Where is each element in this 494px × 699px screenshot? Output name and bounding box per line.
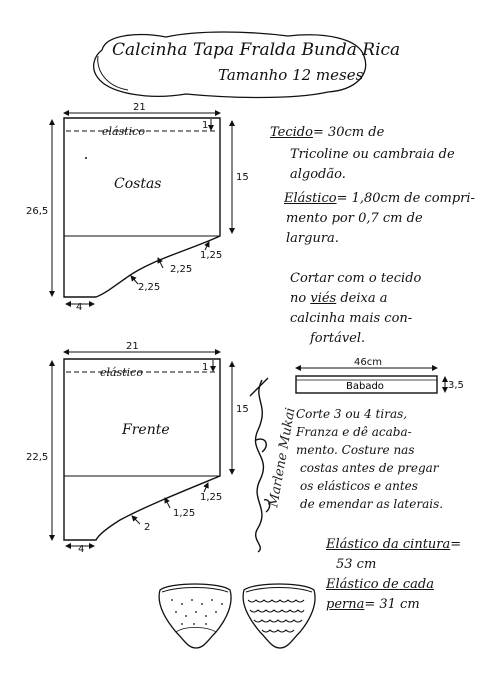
note-fabric-line-1	[270, 124, 384, 141]
ruffle-instr-1: Corte 3 ou 4 tiras,	[296, 407, 408, 421]
bias-key: viés	[310, 291, 337, 306]
back-side-label: 15	[236, 172, 249, 183]
ruffle-instr-4: costas antes de pregar	[300, 461, 439, 475]
note-fabric-line-2: Tricoline ou cambraia de	[290, 147, 455, 162]
waist-key: Elástico da cintura	[326, 537, 451, 552]
note-elastic-line-3: largura.	[286, 231, 339, 246]
leg-key-1: Elástico de cada	[326, 577, 434, 592]
fabric-text-1: = 30cm de	[312, 125, 385, 140]
back-panel	[26, 102, 249, 313]
back-elastic-label: elástico	[102, 125, 145, 138]
leg-key-2: perna	[326, 597, 365, 612]
ruffle-instr-3: mento. Costure nas	[296, 443, 415, 457]
elastic-key: Elástico	[284, 191, 337, 206]
note-waist-line-1: Elástico da cintura=	[326, 537, 462, 552]
title-line-1: Calcinha Tapa Fralda Bunda Rica	[112, 40, 401, 60]
front-width-label: 21	[126, 341, 139, 352]
ruffle-instr-6: de emendar as laterais.	[300, 497, 444, 511]
back-curve-label-3: 2,25	[138, 282, 161, 293]
ruffle-instr-5: os elásticos e antes	[300, 479, 418, 493]
front-bottom-label: 4	[78, 544, 85, 555]
front-curve-label-2: 1,25	[173, 508, 196, 519]
front-curve-label-1: 1,25	[200, 492, 223, 503]
back-curve-label-2: 2,25	[170, 264, 193, 275]
ruffle-height-label: 3,5	[448, 380, 464, 391]
front-curve-label-3: 2	[144, 522, 151, 533]
front-panel	[26, 341, 249, 555]
back-outline	[64, 118, 223, 297]
signature-scribble	[250, 378, 270, 552]
note-leg-line-1	[326, 576, 434, 593]
ruffle-length-label: 46cm	[354, 357, 382, 368]
front-outline	[64, 359, 223, 540]
back-width-label: 21	[133, 102, 146, 113]
panty-illustration-back	[243, 584, 315, 648]
ruffle-label: Babado	[346, 381, 384, 392]
title-line-2: Tamanho 12 meses	[218, 66, 364, 84]
note-fabric-line-3: algodão.	[290, 167, 346, 182]
back-elastic-offset: 1	[202, 120, 209, 131]
front-panel-name: Frente	[122, 422, 170, 438]
back-panel-name: Costas	[114, 176, 162, 192]
front-elastic-label: elástico	[100, 366, 143, 379]
front-height-label: 22,5	[26, 452, 49, 463]
note-bias-line-4: fortável.	[310, 331, 366, 346]
note-waist-line-2: 53 cm	[336, 557, 377, 572]
ruffle-strip	[296, 357, 464, 393]
back-height-label: 26,5	[26, 206, 49, 217]
back-curve-label-1: 1,25	[200, 250, 223, 261]
fabric-key: Tecido	[270, 125, 313, 140]
ruffle-instr-2: Franza e dê acaba-	[296, 425, 412, 439]
panty-illustration-front	[159, 584, 231, 648]
front-side-label: 15	[236, 404, 249, 415]
note-elastic-line-2: mento por 0,7 cm de	[286, 211, 423, 226]
back-bottom-label: 4	[76, 302, 83, 313]
note-bias-line-2: no viés deixa a	[290, 291, 388, 306]
front-elastic-offset: 1	[202, 362, 209, 373]
elastic-text-1: = 1,80cm de compri-	[336, 191, 475, 206]
note-elastic-line-1	[284, 190, 475, 207]
note-leg-line-2: perna= 31 cm	[326, 597, 420, 612]
note-bias-line-3: calcinha mais con-	[290, 311, 413, 326]
signature: Marlene Mukai	[266, 406, 299, 509]
note-bias-line-1: Cortar com o tecido	[290, 271, 422, 286]
